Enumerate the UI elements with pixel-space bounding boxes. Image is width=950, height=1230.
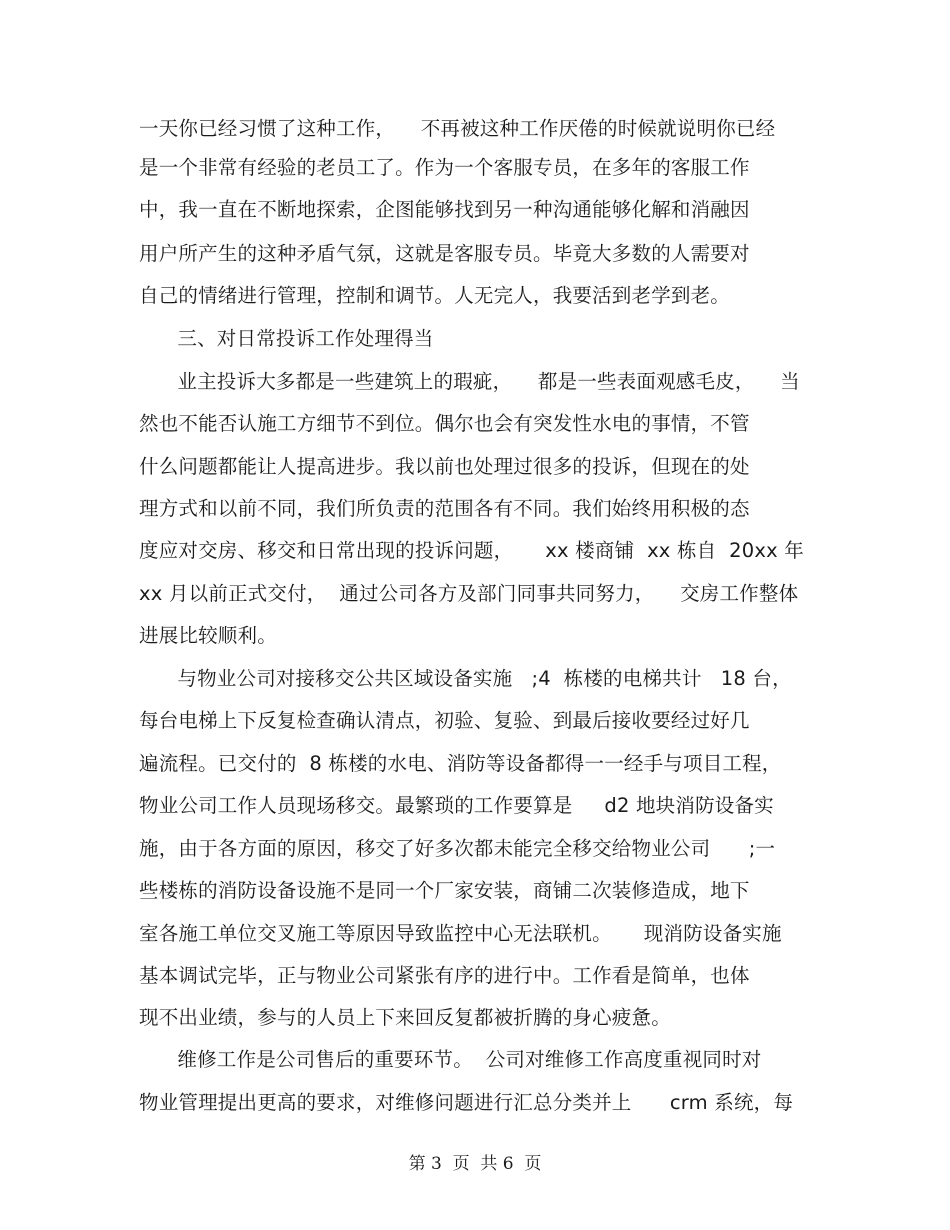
- text-line: 每台电梯上下反复检查确认清点，初验、复验、到最后接收要经过好几: [139, 709, 750, 732]
- text-line: 度应对交房、移交和日常出现的投诉问题， xx 楼商铺 xx 栋自 20xx 年: [139, 539, 804, 562]
- text-line: 什么问题都能让人提高进步。我以前也处理过很多的投诉，但现在的处: [139, 455, 750, 478]
- text-line: 理方式和以前不同，我们所负责的范围各有不同。我们始终用积极的态: [139, 497, 750, 520]
- text-line: xx 月以前正式交付， 通过公司各方及部门同事共同努力， 交房工作整体: [139, 582, 799, 605]
- text-line: 然也不能否认施工方细节不到位。偶尔也会有突发性水电的事情，不管: [139, 412, 750, 435]
- text-line: 遍流程。已交付的 8 栋楼的水电、消防等设备都得一一经手与项目工程，: [139, 752, 782, 775]
- text-line: 是一个非常有经验的老员工了。作为一个客服专员，在多年的客服工作: [139, 156, 750, 179]
- text-line: 施，由于各方面的原因，移交了好多次都未能完全移交给物业公司 ;一: [139, 837, 776, 860]
- text-line: 基本调试完毕，正与物业公司紧张有序的进行中。工作看是简单，也体: [139, 964, 750, 987]
- text-line: 物业公司工作人员现场移交。最繁琐的工作要算是 d2 地块消防设备实: [139, 794, 774, 817]
- text-line: 中，我一直在不断地探索，企图能够找到另一种沟通能够化解和消融因: [139, 198, 750, 221]
- page-number-footer: 第 3 页 共 6 页: [408, 1154, 542, 1174]
- text-line: 些楼栋的消防设备设施不是同一个厂家安装，商铺二次装修造成，地下: [139, 879, 750, 902]
- text-line: 用户所产生的这种矛盾气氛，这就是客服专员。毕竟大多数的人需要对: [139, 242, 750, 265]
- text-line: 进展比较顺利。: [139, 624, 277, 647]
- text-line: 与物业公司对接移交公共区域设备实施 ;4 栋楼的电梯共计 18 台，: [139, 667, 792, 690]
- text-line: 自己的情绪进行管理，控制和调节。人无完人，我要活到老学到老。: [139, 284, 731, 307]
- text-line: 维修工作是公司售后的重要环节。 公司对维修工作高度重视同时对: [139, 1048, 762, 1071]
- text-line: 物业管理提出更高的要求，对维修问题进行汇总分类并上 crm 系统，每: [139, 1091, 794, 1114]
- text-line: 一天你已经习惯了这种工作， 不再被这种工作厌倦的时候就说明你已经: [139, 117, 776, 140]
- section-heading: 三、对日常投诉工作处理得当: [139, 327, 434, 350]
- text-line: 业主投诉大多都是一些建筑上的瑕疵， 都是一些表面观感毛皮， 当: [139, 370, 800, 393]
- text-line: 室各施工单位交叉施工等原因导致监控中心无法联机。 现消防设备实施: [139, 922, 782, 945]
- text-line: 现不出业绩，参与的人员上下来回反复都被折腾的身心疲惫。: [139, 1006, 671, 1029]
